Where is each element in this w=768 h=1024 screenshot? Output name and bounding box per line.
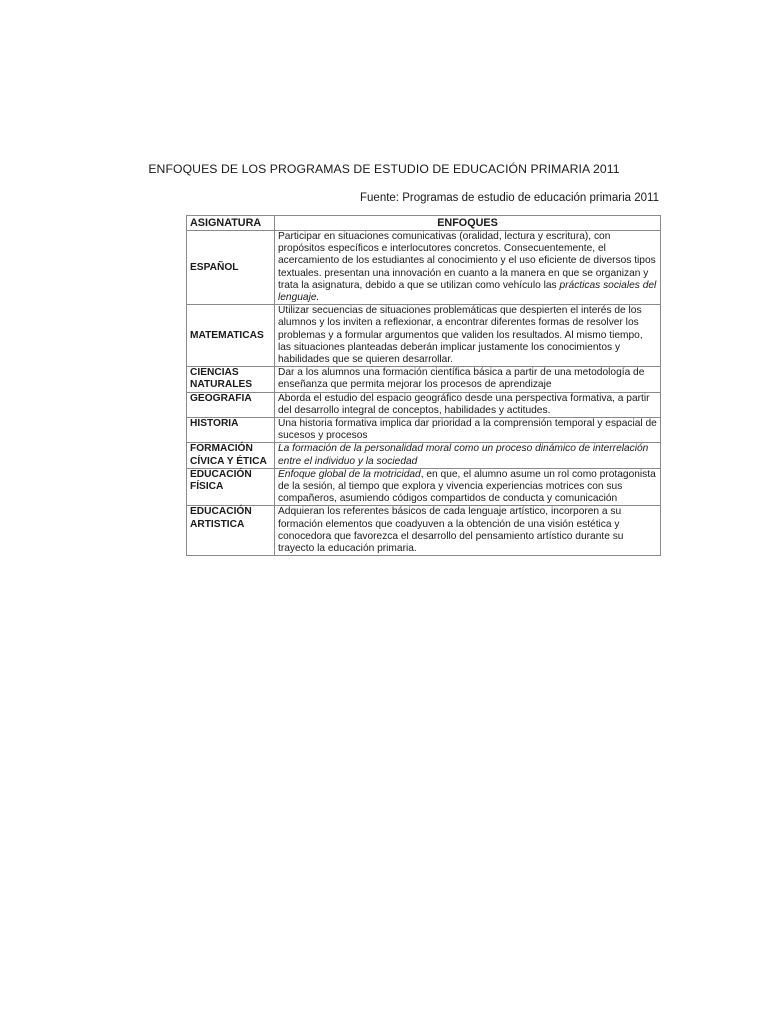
table-row: [187, 392, 661, 417]
approach-text-italic: Enfoque global de la motricidad: [278, 468, 421, 480]
approaches-table: [186, 215, 661, 556]
subject-cell: MATEMATICAS: [187, 305, 275, 367]
approach-text: Aborda el estudio del espacio geográfico desde una perspectiva formativa, a partir del desarrollo integral de conceptos, habilidades y actitudes.: [278, 392, 650, 416]
approach-text-italic: La formación de la personalidad moral como un proceso dinámico de interrelación entre el individuo y la sociedad: [278, 443, 649, 467]
approach-cell: [275, 443, 661, 468]
approach-text: Participar en situaciones comunicativas (oralidad, lectura y escritura), con propósitos específicos e interlocutores concretos. Consecuentemente, el acercamiento de los estudiantes al conocimiento y el uso eficiente de diversos tipos textuales. presentan una innovación en cuanto a la manera en que se organizan y trata la asignatura, debido a que se utilizan como vehículo las: [278, 231, 656, 291]
approach-cell: [275, 506, 661, 556]
approach-text-after: , en que, el alumno asume un rol como protagonista de la sesión, al tiempo que explora y vivencia experiencias motrices con sus compañeros, asumiendo códigos compartidos de conducta y comunicación: [278, 468, 656, 505]
table-header-row: [187, 216, 661, 231]
approach-cell: [275, 468, 661, 506]
header-subject: ASIGNATURA: [187, 216, 275, 231]
document-source: Fuente: Programas de estudio de educación primaria 2011: [360, 192, 659, 204]
subject-cell: CIENCIAS NATURALES: [187, 367, 275, 392]
approach-text: Dar a los alumnos una formación científica básica a partir de una metodología de enseñanza que permita mejorar los procesos de aprendizaje: [278, 367, 645, 391]
approach-text: Una historia formativa implica dar prioridad a la comprensión temporal y espacial de sucesos y procesos: [278, 418, 657, 442]
approach-cell: [275, 305, 661, 367]
approach-cell: [275, 231, 661, 305]
table-row: [187, 468, 661, 506]
subject-cell: EDUCACIÓN FÍSICA: [187, 468, 275, 506]
table-row: [187, 231, 661, 305]
subject-cell: HISTORIA: [187, 418, 275, 443]
table-row: [187, 418, 661, 443]
header-approach: ENFOQUES: [275, 216, 661, 231]
approach-text: Adquieran los referentes básicos de cada lenguaje artístico, incorporen a su formación elementos que coadyuven a la obtención de una visión estética y conocedora que favorezca el desarrollo del pensamiento artístico durante su trayecto la educación primaria.: [278, 506, 624, 555]
approach-text-italic: prácticas sociales del lenguaje.: [278, 279, 657, 304]
subject-cell: FORMACIÓN CÍVICA Y ÉTICA: [187, 443, 275, 468]
table-row: [187, 367, 661, 392]
table-row: [187, 506, 661, 556]
subject-cell: ESPAÑOL: [187, 231, 275, 305]
subject-cell: GEOGRAFIA: [187, 392, 275, 417]
table-row: [187, 443, 661, 468]
approach-cell: [275, 367, 661, 392]
approach-text: Utilizar secuencias de situaciones problemáticas que despierten el interés de los alumnos y los inviten a reflexionar, a encontrar diferentes formas de resolver los problemas y a formular argumentos que validen los resultados. Al mismo tiempo, las situaciones planteadas deberán implicar justamente los conocimientos y habilidades que se quieren desarrollar.: [278, 305, 643, 366]
table-row: [187, 305, 661, 367]
subject-cell: EDUCACIÓN ARTISTICA: [187, 506, 275, 556]
document-title: ENFOQUES DE LOS PROGRAMAS DE ESTUDIO DE EDUCACIÓN PRIMARIA 2011: [148, 162, 620, 176]
approach-cell: [275, 392, 661, 417]
approach-cell: [275, 418, 661, 443]
